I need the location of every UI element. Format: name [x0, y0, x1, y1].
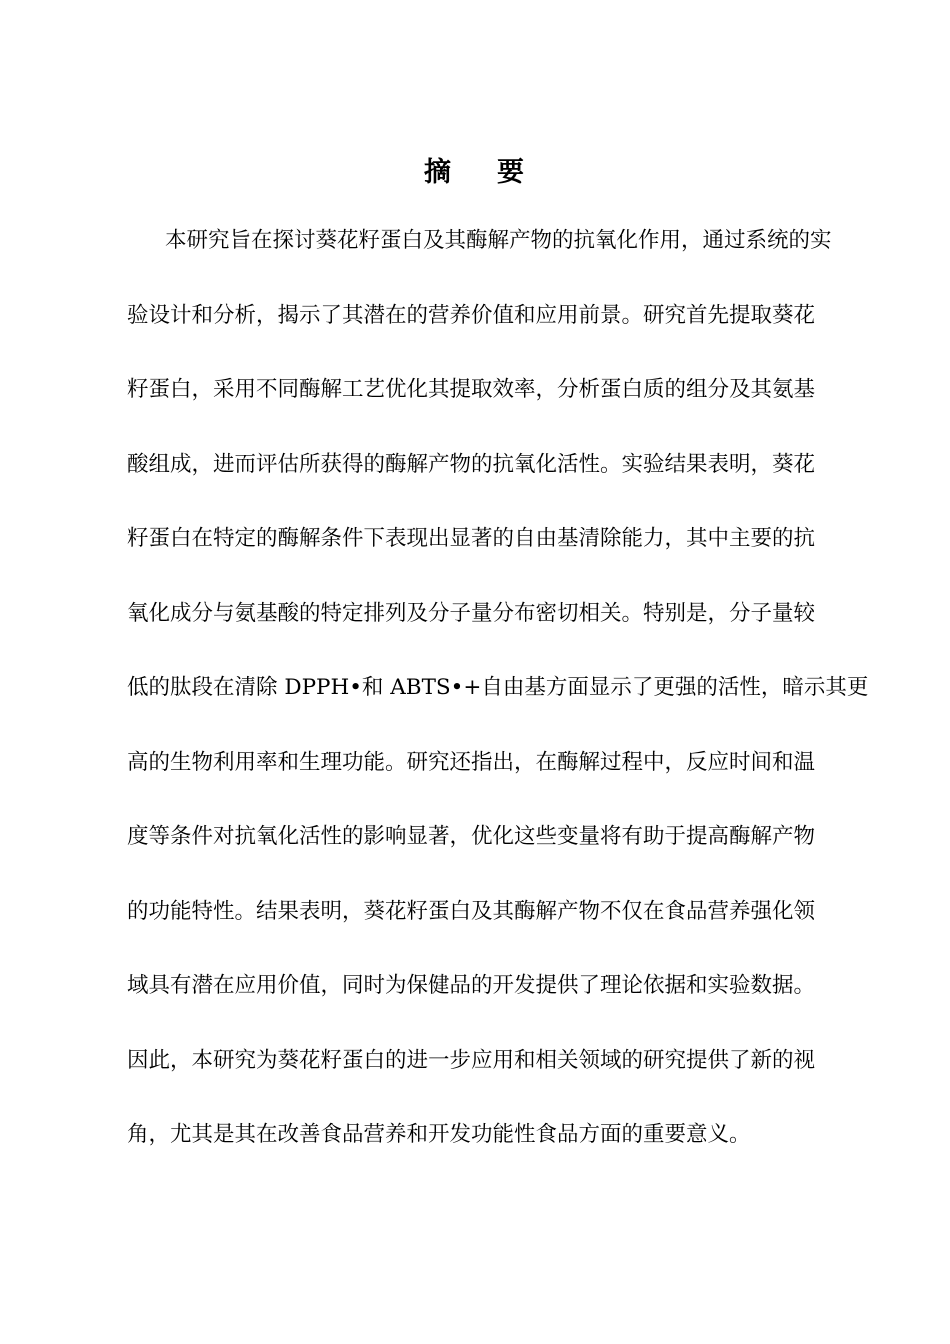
abstract-line: 酸组成，进而评估所获得的酶解产物的抗氧化活性。实验结果表明，葵花 [127, 451, 816, 477]
abstract-line: 本研究旨在探讨葵花籽蛋白及其酶解产物的抗氧化作用，通过系统的实 [165, 228, 832, 253]
abstract-line: 角，尤其是其在改善食品营养和开发功能性食品方面的重要意义。 [127, 1122, 751, 1147]
page-title [0, 150, 950, 189]
abstract-line: 验设计和分析，揭示了其潜在的营养价值和应用前景。研究首先提取葵花 [127, 302, 816, 328]
abstract-body [127, 224, 867, 1193]
title-char-2: 要 [497, 157, 526, 188]
abstract-line: 低的肽段在清除 DPPH•和 ABTS•+自由基方面显示了更强的活性，暗示其更 [127, 675, 869, 700]
abstract-line: 高的生物利用率和生理功能。研究还指出，在酶解过程中，反应时间和温 [127, 749, 816, 775]
abstract-line: 籽蛋白在特定的酶解条件下表现出显著的自由基清除能力，其中主要的抗 [127, 526, 816, 551]
abstract-line: 因此，本研究为葵花籽蛋白的进一步应用和相关领域的研究提供了新的视 [127, 1047, 816, 1073]
abstract-line: 氧化成分与氨基酸的特定排列及分子量分布密切相关。特别是，分子量较 [127, 600, 816, 626]
title-char-1: 摘 [424, 157, 453, 188]
abstract-line: 籽蛋白，采用不同酶解工艺优化其提取效率，分析蛋白质的组分及其氨基 [127, 377, 816, 402]
abstract-line: 度等条件对抗氧化活性的影响显著，优化这些变量将有助于提高酶解产物 [127, 824, 816, 849]
abstract-line: 域具有潜在应用价值，同时为保健品的开发提供了理论依据和实验数据。 [127, 973, 816, 998]
abstract-line: 的功能特性。结果表明，葵花籽蛋白及其酶解产物不仅在食品营养强化领 [127, 898, 816, 924]
